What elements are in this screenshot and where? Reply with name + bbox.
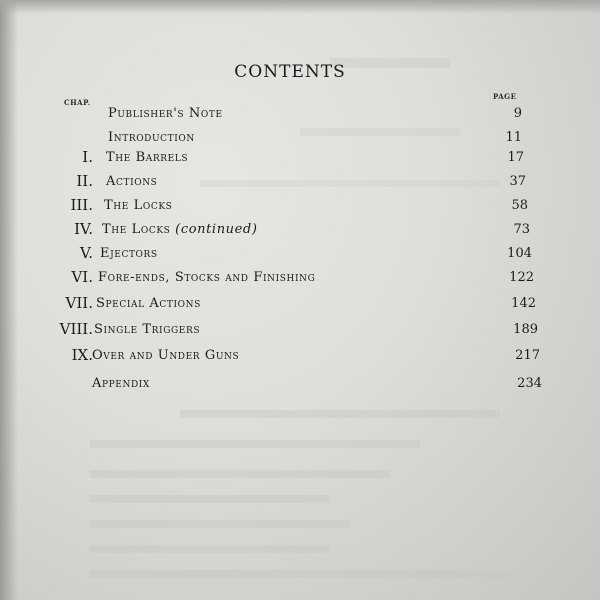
toc-chapter-title (96, 296, 201, 311)
toc-entry (0, 130, 600, 150)
toc-title-text: Appendix (92, 376, 150, 391)
toc-chapter-title (106, 150, 188, 165)
toc-page-number: 17 (507, 150, 524, 165)
toc-chapter-title (104, 198, 172, 213)
toc-chapter-title (108, 106, 223, 121)
toc-title-text: Publisher's Note (108, 106, 223, 121)
toc-title-text: Actions (106, 174, 158, 189)
chapter-column-label: CHAP. (64, 98, 91, 107)
toc-title-text: Over and Under Guns (92, 348, 240, 363)
toc-title-text: Special Actions (96, 296, 201, 311)
toc-page-number: 11 (505, 130, 522, 145)
toc-chapter-number: II. (76, 172, 93, 190)
toc-chapter-number: V. (80, 244, 93, 262)
toc-title-text: The Barrels (106, 150, 189, 165)
toc-chapter-title (98, 270, 315, 285)
toc-chapter-number: III. (70, 196, 93, 214)
toc-page-number: 217 (515, 348, 540, 363)
toc-entry (0, 246, 600, 266)
toc-chapter-number: VI. (71, 268, 93, 286)
toc-title-text: Fore-ends, Stocks and Finishing (98, 270, 316, 285)
toc-entry (0, 376, 600, 396)
toc-title-text: The Locks (102, 222, 171, 237)
toc-entry (0, 150, 600, 170)
toc-page-number: 234 (517, 376, 542, 391)
toc-page-number: 58 (511, 198, 528, 213)
toc-page-number: 9 (513, 106, 522, 121)
toc-entry (0, 198, 600, 218)
toc-chapter-title (108, 130, 195, 145)
toc-entry (0, 270, 600, 290)
toc-page-number: 104 (507, 246, 532, 261)
contents-heading: CONTENTS (234, 62, 346, 82)
toc-title-suffix: (continued) (175, 222, 258, 237)
toc-chapter-number: VII. (65, 294, 93, 312)
toc-chapter-title (100, 246, 158, 261)
toc-title-text: Single Triggers (94, 322, 201, 337)
toc-title-text: The Locks (104, 198, 173, 213)
toc-title-text: Introduction (108, 130, 195, 145)
toc-page-number: 37 (509, 174, 526, 189)
toc-chapter-number: IX. (71, 346, 93, 364)
toc-title-text: Ejectors (100, 246, 158, 261)
toc-chapter-title (102, 222, 258, 237)
page-column-label: PAGE (493, 92, 517, 101)
toc-page-number: 73 (513, 222, 530, 237)
toc-chapter-title (94, 322, 200, 337)
toc-entry (0, 106, 600, 126)
toc-chapter-number: IV. (74, 220, 93, 238)
toc-chapter-title (92, 376, 150, 391)
toc-page-number: 122 (509, 270, 534, 285)
toc-page-number: 189 (513, 322, 538, 337)
toc-chapter-number: VIII. (59, 320, 93, 338)
toc-entry (0, 296, 600, 316)
toc-chapter-title (92, 348, 239, 363)
toc-chapter-number: I. (82, 148, 93, 166)
toc-page-number: 142 (511, 296, 536, 311)
toc-entry (0, 322, 600, 342)
toc-entry (0, 222, 600, 242)
toc-entry (0, 174, 600, 194)
toc-chapter-title (106, 174, 157, 189)
toc-entry (0, 348, 600, 368)
